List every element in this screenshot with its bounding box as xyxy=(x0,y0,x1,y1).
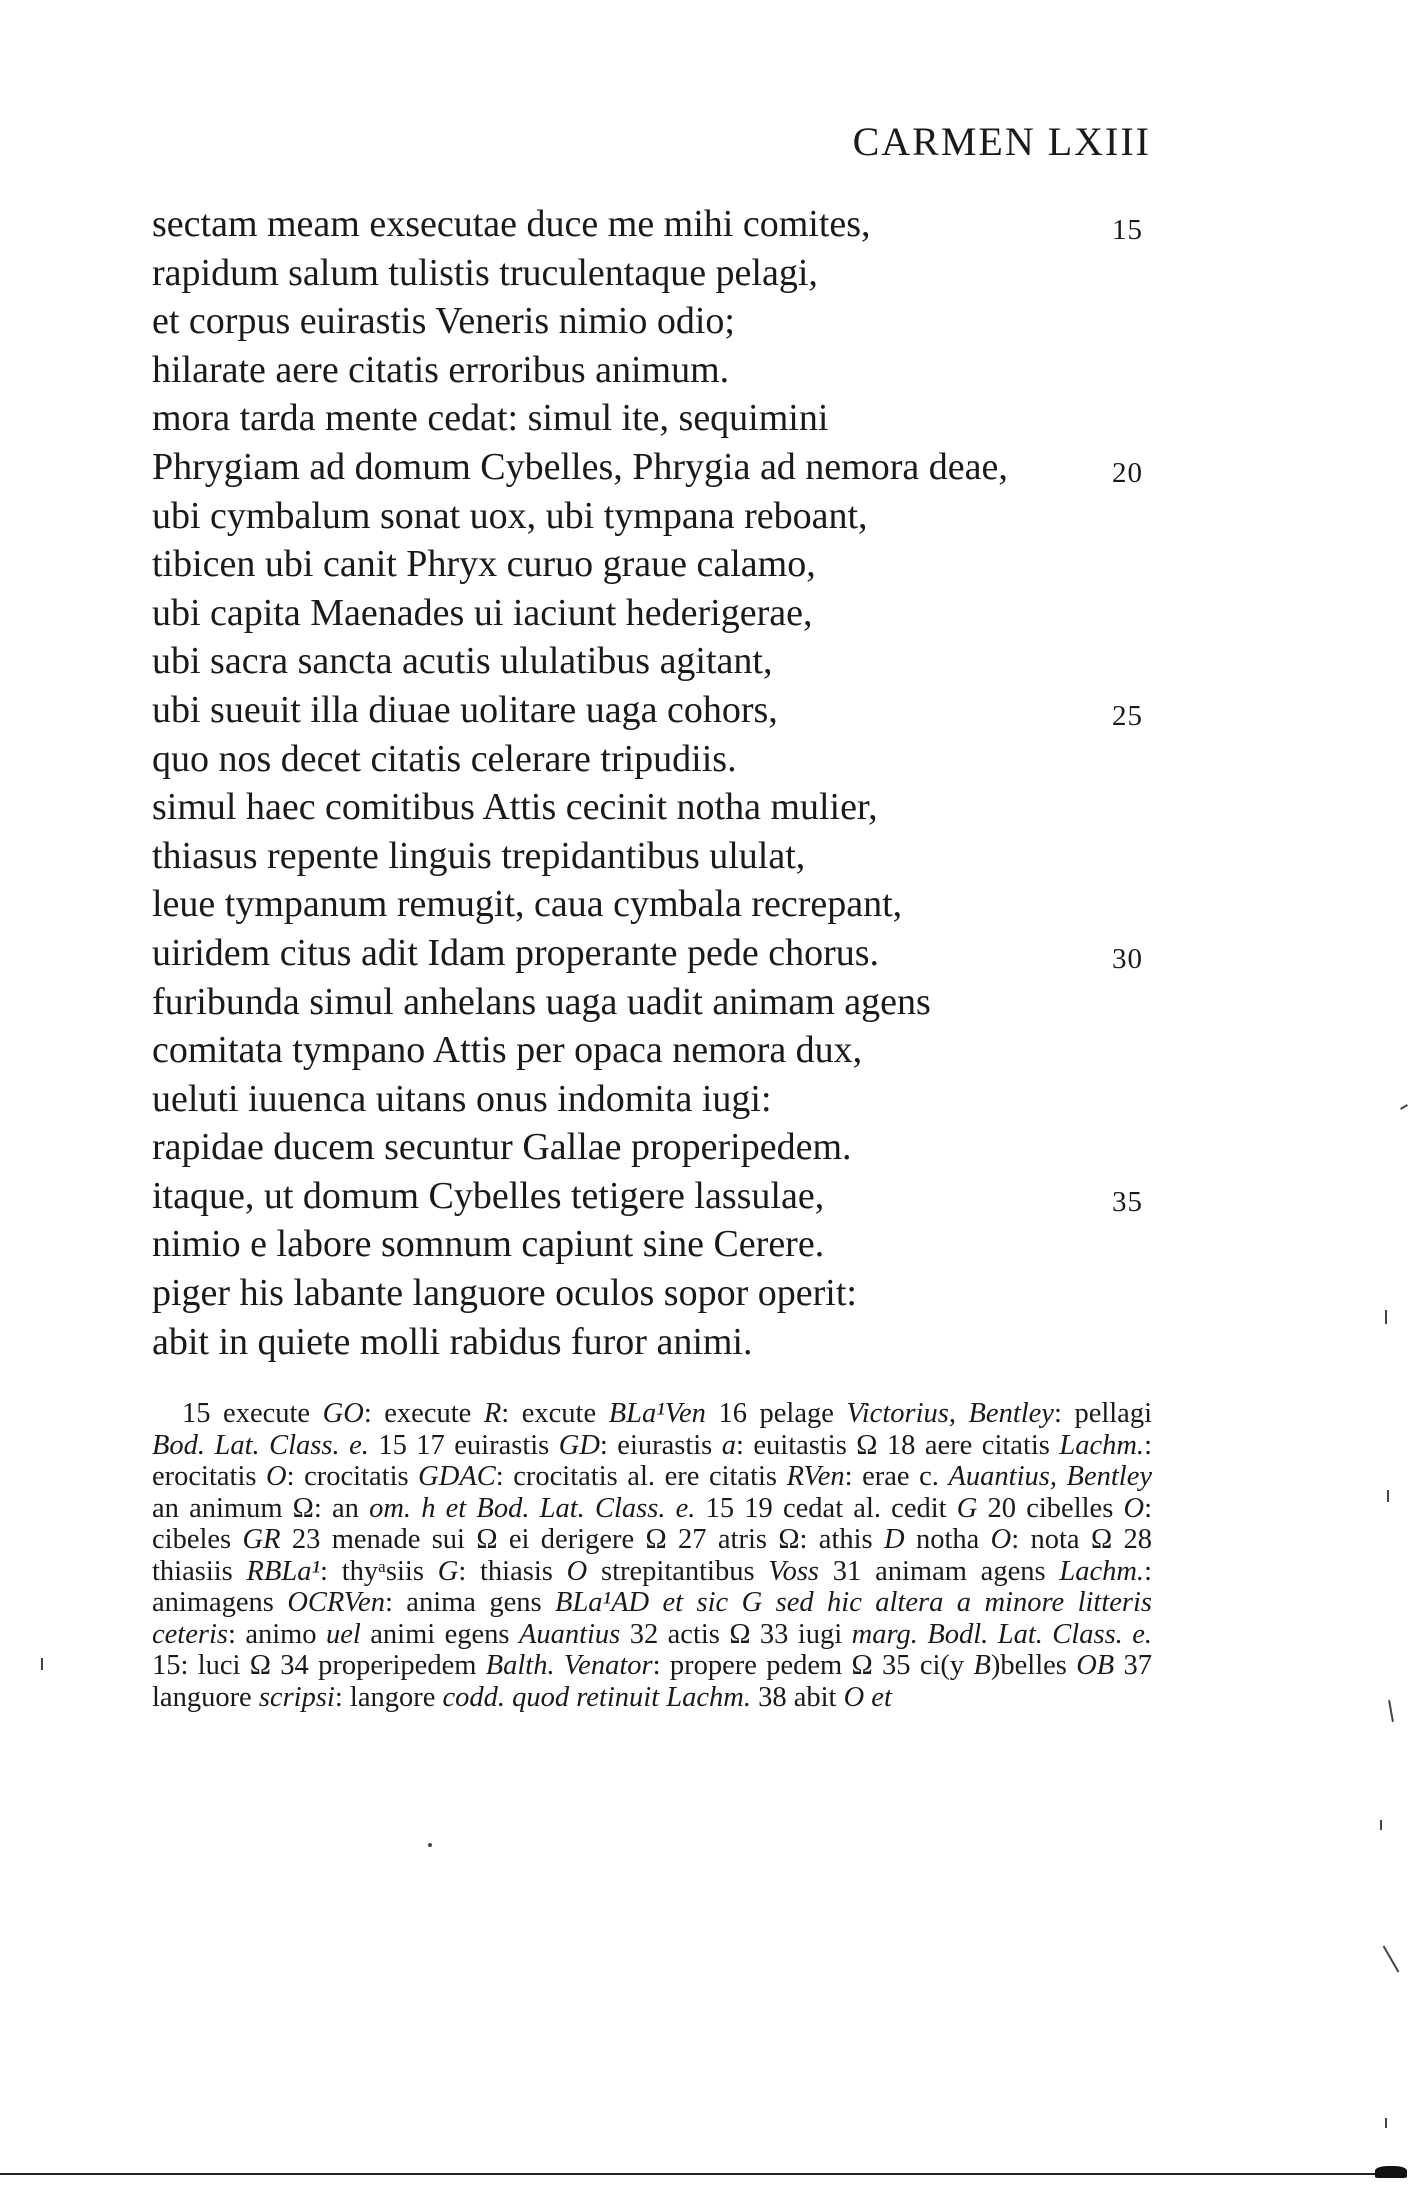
verse-line xyxy=(152,1123,1192,1172)
verse-line xyxy=(152,443,1192,492)
verse-line xyxy=(152,346,1192,395)
apparatus-note: 23 menade sui Ω ei derigere Ω 27 atris Ω: athis xyxy=(280,1524,884,1555)
apparatus-note: 16 pelage xyxy=(705,1398,847,1429)
scan-mark xyxy=(1388,1700,1394,1722)
apparatus-note: : thyᵃsiis xyxy=(320,1555,438,1587)
apparatus-siglum: scripsi xyxy=(258,1681,335,1713)
apparatus-note: animi egens xyxy=(360,1618,519,1650)
apparatus-note: 37 languore xyxy=(152,1650,1153,1713)
verse-line xyxy=(152,832,1192,881)
scan-mark xyxy=(1400,1104,1408,1110)
verse-line xyxy=(152,1269,1192,1318)
apparatus-siglum: uel xyxy=(326,1618,361,1650)
verse-line xyxy=(152,929,1192,978)
apparatus-note: : cibeles xyxy=(152,1492,1152,1555)
verse-line xyxy=(152,249,1192,298)
apparatus-siglum: O xyxy=(266,1461,287,1492)
verse-text: itaque, ut domum Cybelles tetigere lassulae, xyxy=(152,1174,825,1217)
apparatus-siglum: Voss xyxy=(768,1555,820,1587)
line-number: 35 xyxy=(1112,1185,1143,1218)
apparatus-note: strepitantibus xyxy=(587,1555,769,1587)
verse-line xyxy=(152,394,1192,443)
verse-text: sectam meam exsecutae duce me mihi comites, xyxy=(152,203,871,245)
verse-line xyxy=(152,492,1192,541)
apparatus-siglum: a xyxy=(721,1429,736,1461)
verse-line xyxy=(152,297,1192,346)
apparatus-siglum: Auantius xyxy=(518,1618,621,1650)
verse-text: piger his labante languore oculos sopor operit: xyxy=(152,1272,857,1315)
verse-line xyxy=(152,686,1192,735)
apparatus-siglum: Lachm. xyxy=(1059,1555,1145,1587)
apparatus-note: : animagens xyxy=(152,1555,1152,1618)
running-title: CARMEN LXIII xyxy=(852,119,1151,164)
apparatus-siglum: GO xyxy=(322,1398,364,1429)
apparatus-note: 38 abit xyxy=(750,1681,844,1713)
apparatus-siglum: BLa¹Ven xyxy=(608,1398,706,1429)
apparatus-note: : euitastis Ω 18 aere citatis xyxy=(736,1429,1060,1461)
apparatus-siglum: marg. Bodl. Lat. Class. e. xyxy=(851,1618,1152,1650)
page-edge-rule xyxy=(0,2173,1385,2175)
apparatus-siglum: B xyxy=(973,1650,991,1681)
verse-text: ueluti iuuenca uitans onus indomita iugi: xyxy=(152,1077,772,1120)
apparatus-note: )belles xyxy=(990,1650,1077,1681)
poem-text xyxy=(152,200,1192,1366)
verse-line xyxy=(152,783,1192,832)
apparatus-siglum: BLa¹AD et sic G sed hic altera a minore litteris ceteris xyxy=(152,1587,1152,1650)
apparatus-note: : eiurastis xyxy=(599,1429,722,1461)
verse-text: simul haec comitibus Attis cecinit notha mulier, xyxy=(152,786,878,829)
verse-text: furibunda simul anhelans uaga uadit animam agens xyxy=(152,980,931,1023)
verse-text: ubi sueuit illa diuae uolitare uaga cohors, xyxy=(152,688,778,731)
page-corner-blot xyxy=(1375,2166,1407,2178)
verse-text: rapidum salum tulistis truculentaque pelagi, xyxy=(152,251,818,294)
apparatus-siglum: RVen xyxy=(786,1461,845,1492)
verse-text: leue tympanum remugit, caua cymbala recrepant, xyxy=(152,883,903,926)
apparatus-note: 32 actis Ω 33 iugi xyxy=(620,1618,852,1650)
scan-mark xyxy=(1380,1820,1382,1830)
verse-line xyxy=(152,1026,1192,1075)
verse-text: tibicen ubi canit Phryx curuo graue calamo, xyxy=(152,543,816,586)
verse-text: mora tarda mente cedat: simul ite, sequimini xyxy=(152,397,829,440)
line-number: 25 xyxy=(1112,699,1143,732)
verse-text: ubi capita Maenades ui iaciunt hederigerae, xyxy=(152,591,813,634)
apparatus-siglum: OB xyxy=(1076,1650,1115,1681)
scan-mark xyxy=(1383,1946,1400,1973)
apparatus-note: 15 17 euirastis xyxy=(368,1429,559,1461)
apparatus-siglum: O xyxy=(1123,1492,1145,1524)
apparatus-siglum: O xyxy=(566,1555,588,1587)
apparatus-siglum: Balth. Venator xyxy=(485,1650,653,1681)
apparatus-note: : crocitatis xyxy=(286,1461,419,1492)
verse-text: quo nos decet citatis celerare tripudiis. xyxy=(152,737,737,780)
apparatus-note: : nota Ω 28 thiasiis xyxy=(152,1524,1152,1587)
verse-line xyxy=(152,540,1192,589)
apparatus-siglum: om. h et Bod. Lat. Class. e. xyxy=(369,1492,696,1524)
apparatus-siglum: R xyxy=(483,1398,502,1429)
apparatus-note: : anima gens xyxy=(384,1587,556,1618)
verse-line xyxy=(152,1220,1192,1269)
verse-text: Phrygiam ad domum Cybelles, Phrygia ad nemora deae, xyxy=(152,445,1008,488)
apparatus-note: : pellagi xyxy=(1053,1398,1152,1429)
verse-line xyxy=(152,200,1192,249)
verse-line xyxy=(152,1172,1192,1221)
verse-line xyxy=(152,1075,1192,1124)
scan-mark xyxy=(1387,1490,1389,1502)
apparatus-siglum: GR xyxy=(242,1524,281,1555)
critical-apparatus xyxy=(152,1398,1152,1713)
apparatus-note: : thiasis xyxy=(458,1555,567,1587)
apparatus-siglum: Victorius, Bentley xyxy=(846,1398,1054,1429)
apparatus-note: 31 animam agens xyxy=(819,1555,1060,1587)
line-number: 15 xyxy=(1112,214,1143,246)
apparatus-note: 15 execute xyxy=(182,1398,323,1429)
apparatus-note: : erae c. xyxy=(844,1461,949,1492)
line-number: 30 xyxy=(1112,942,1143,975)
scan-mark xyxy=(428,1843,432,1847)
apparatus-siglum: Auantius, Bentley xyxy=(948,1461,1153,1492)
apparatus-note: : langore xyxy=(334,1681,443,1713)
apparatus-note: : crocitatis al. ere citatis xyxy=(495,1461,787,1492)
verse-text: uiridem citus adit Idam properante pede chorus. xyxy=(152,931,880,974)
verse-line xyxy=(152,880,1192,929)
verse-text: hilarate aere citatis erroribus animum. xyxy=(152,348,730,391)
scan-mark xyxy=(41,1658,43,1670)
apparatus-note: 20 cibelles xyxy=(977,1492,1124,1524)
verse-line xyxy=(152,978,1192,1027)
verse-text: comitata tympano Attis per opaca nemora dux, xyxy=(152,1029,863,1072)
apparatus-siglum: GD xyxy=(558,1429,600,1461)
apparatus-note: an animum Ω: an xyxy=(152,1492,370,1524)
apparatus-note: : execute xyxy=(363,1398,484,1429)
apparatus-note: notha xyxy=(904,1524,991,1555)
verse-text: ubi sacra sancta acutis ululatibus agitant, xyxy=(152,640,773,683)
apparatus-siglum: GDAC xyxy=(418,1461,496,1492)
apparatus-siglum: O et xyxy=(843,1681,892,1713)
apparatus-text xyxy=(152,1398,1152,1713)
apparatus-siglum: G xyxy=(437,1555,459,1587)
apparatus-note: 15 19 cedat al. cedit xyxy=(695,1492,957,1524)
verse-line xyxy=(152,589,1192,638)
verse-line xyxy=(152,1318,1192,1367)
apparatus-note: : erocitatis xyxy=(152,1429,1152,1492)
apparatus-note: 15: luci Ω 34 properipedem xyxy=(152,1650,486,1681)
verse-text: thiasus repente linguis trepidantibus ululat, xyxy=(152,834,806,877)
verse-text: ubi cymbalum sonat uox, ubi tympana reboant, xyxy=(152,494,868,537)
verse-text: et corpus euirastis Veneris nimio odio; xyxy=(152,300,735,343)
scan-mark xyxy=(1385,2118,1387,2128)
verse-text: rapidae ducem secuntur Gallae properipedem. xyxy=(152,1126,852,1169)
apparatus-siglum: RBLa¹ xyxy=(246,1555,321,1587)
apparatus-siglum: Bod. Lat. Class. e. xyxy=(152,1429,369,1461)
apparatus-siglum: O xyxy=(990,1524,1012,1555)
verse-line xyxy=(152,637,1192,686)
scan-mark xyxy=(1385,1310,1387,1324)
line-number: 20 xyxy=(1112,456,1143,489)
verse-text: nimio e labore somnum capiunt sine Cerere. xyxy=(152,1223,825,1266)
apparatus-siglum: OCRVen xyxy=(287,1587,385,1618)
apparatus-note: : excute xyxy=(501,1398,609,1429)
apparatus-note: : animo xyxy=(227,1618,326,1650)
verse-text: abit in quiete molli rabidus furor animi. xyxy=(152,1320,753,1363)
apparatus-siglum: codd. quod retinuit Lachm. xyxy=(442,1681,751,1713)
apparatus-note: : propere pedem Ω 35 ci(y xyxy=(652,1650,974,1681)
apparatus-siglum: G xyxy=(956,1492,978,1524)
apparatus-siglum: D xyxy=(884,1524,905,1555)
apparatus-siglum: Lachm. xyxy=(1059,1429,1145,1461)
verse-line xyxy=(152,735,1192,784)
